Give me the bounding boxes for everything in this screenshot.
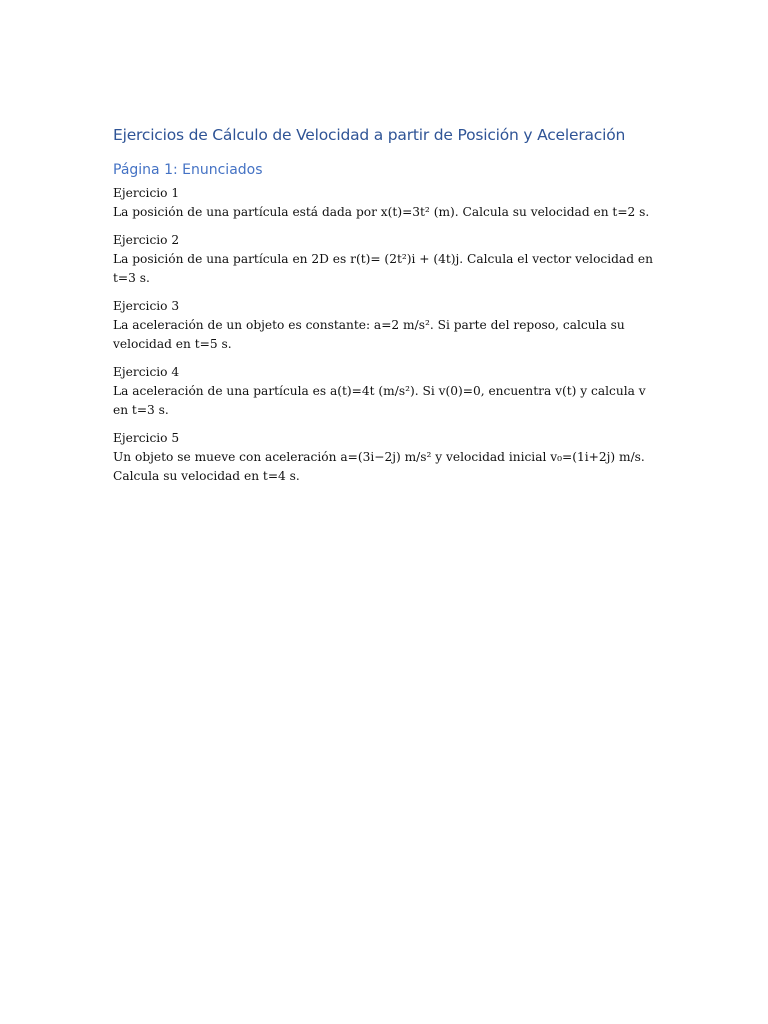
exercise-text: La posición de una partícula está dada por x(t)=3t² (m). Calcula su velocidad en t=2 s. (113, 205, 650, 219)
exercise-label: Ejercicio 3 (113, 299, 180, 313)
exercise-text: Un objeto se mueve con aceleración a=(3i−2j) m/s² y velocidad inicial v₀=(1i+2j) m/s. Calcula su velocidad en t=4 s. (113, 450, 645, 483)
exercise-label: Ejercicio 4 (113, 365, 180, 379)
exercise-label: Ejercicio 2 (113, 233, 180, 247)
section-heading: Página 1: Enunciados (113, 162, 263, 178)
exercise-text: La aceleración de un objeto es constante: a=2 m/s². Si parte del reposo, calcula su velocidad en t=5 s. (113, 318, 625, 351)
exercise-label: Ejercicio 5 (113, 431, 180, 445)
document-body (113, 124, 658, 495)
exercise-4 (113, 363, 658, 420)
exercise-text: La posición de una partícula en 2D es r(t)= (2t²)i + (4t)j. Calcula el vector velocidad en t=3 s. (113, 252, 653, 285)
exercise-3 (113, 297, 658, 354)
exercise-2 (113, 231, 658, 288)
exercise-5 (113, 429, 658, 486)
document-title: Ejercicios de Cálculo de Velocidad a partir de Posición y Aceleración (113, 126, 626, 144)
exercise-text: La aceleración de una partícula es a(t)=4t (m/s²). Si v(0)=0, encuentra v(t) y calcula v en t=3 s. (113, 384, 646, 417)
exercise-1 (113, 184, 658, 222)
exercise-label: Ejercicio 1 (113, 186, 180, 200)
